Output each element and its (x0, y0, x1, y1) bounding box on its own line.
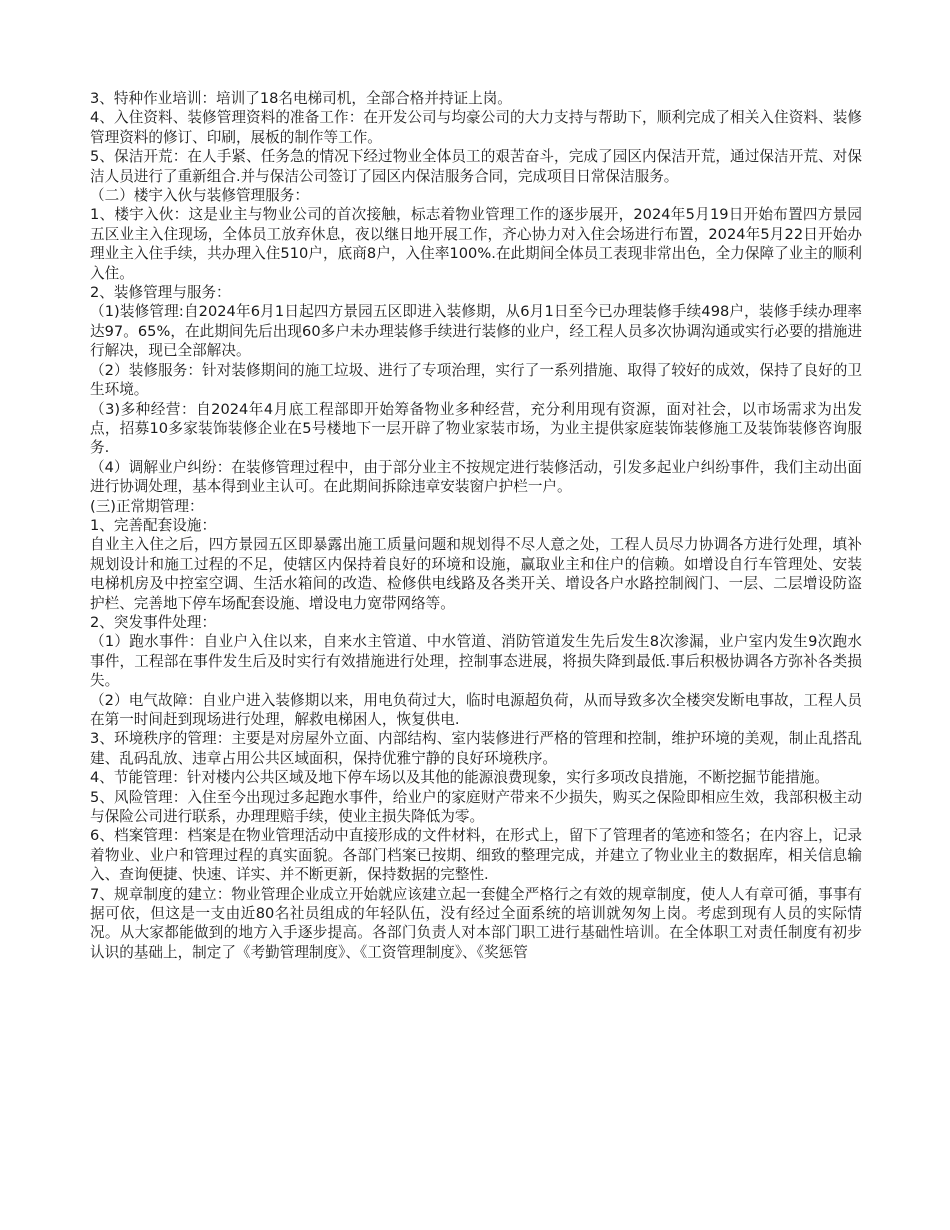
paragraph-environment-order: 3、环境秩序的管理：主要是对房屋外立面、内部结构、室内装修进行严格的管理和控制，维护环境的美观，制止乱搭乱建、乱码乱放、违章占用公共区域面积，保持优雅宁静的良好环境秩序。 (90, 730, 862, 767)
section-heading-regular-management: (三)正常期管理： (90, 497, 204, 515)
paragraph-renovation-management: （1)装修管理:自2024年6月1日起四方景园五区即进入装修期，从6月1日至今已办理装修手续498户，装修手续办理率达97。65%，在此期间先后出现60多户未办理装修手续进行装修的业户，经工程人员多次协调沟通或实行必要的措施进行解决，现已全部解决。 (90, 303, 862, 360)
subheading-renovation-management: 2、装修管理与服务： (90, 284, 231, 302)
paragraph-renovation-service: （2）装修服务：针对装修期间的施工垃圾、进行了专项治理，实行了一系列措施、取得了较好的成效，保持了良好的卫生环境。 (90, 361, 862, 399)
paragraph-electrical-fault: （2）电气故障：自业户进入装修期以来，用电负荷过大，临时电源超负荷，从而导致多次全楼突发断电事故，工程人员在第一时间赶到现场进行处理，解救电梯困人，恢复供电. (90, 691, 862, 728)
paragraph-diversified-operations: （3)多种经营：自2024年4月底工程部即开始筹备物业多种经营，充分利用现有资源，面对社会，以市场需求为出发点，招募10多家装饰装修企业在5号楼地下一层开辟了物业家装市场，为业主提供家庭装饰装修施工及装饰装修咨询服务. (90, 400, 862, 457)
subheading-facilities: 1、完善配套设施： (90, 516, 217, 534)
subheading-emergencies: 2、突发事件处理： (90, 613, 217, 631)
paragraph-energy-saving: 4、节能管理：针对楼内公共区域及地下停车场以及其他的能源浪费现象，实行多项改良措施，不断挖掘节能措施。 (90, 769, 829, 787)
paragraph-building-move-in: 1、楼宇入伙：这是业主与物业公司的首次接触，标志着物业管理工作的逐步展开，2024年5月19日开始布置四方景园五区业主入住现场，全体员工放弃休息，夜以继日地开展工作，齐心协力对入住会场进行布置，2024年5月22日开始办理业主入住手续，共办理入住510户，底商8户，入住率100%.在此期间全体员工表现非常出色，全力保障了业主的顺利入住。 (90, 206, 862, 282)
paragraph-archive-management: 6、档案管理：档案是在物业管理活动中直接形成的文件材料，在形式上，留下了管理者的笔迹和签名；在内容上，记录着物业、业户和管理过程的真实面貌。各部门档案已按期、细致的整理完成，并建立了物业业主的数据库，相关信息输入、查询便捷、快速、详实、并不断更新，保持数据的完整性. (90, 827, 862, 884)
paragraph-cleaning: 5、保洁开荒：在人手紧、任务急的情况下经过物业全体员工的艰苦奋斗，完成了园区内保洁开荒，通过保洁开荒、对保洁人员进行了重新组合.并与保洁公司签订了园区内保洁服务合同，完成项目日常保洁服务。 (90, 148, 862, 185)
section-heading-move-in-renovation: （二）楼宇入伙与装修管理服务： (90, 187, 309, 205)
paragraph-facilities: 自业主入住之后，四方景园五区即暴露出施工质量问题和规划得不尽人意之处，工程人员尽力协调各方进行处理，填补规划设计和施工过程的不足，使辖区内保持着良好的环境和设施，赢取业主和住户的信赖。如增设自行车管理处、安装电梯机房及中控室空调、生活水箱间的改造、检修供电线路及各类开关、增设各户水路控制阀门、一层、二层增设防盗护栏、完善地下停车场配套设施、增设电力宽带网络等。 (90, 536, 862, 612)
paragraph-special-training: 3、特种作业培训：培训了18名电梯司机，全部合格并持证上岗。 (90, 90, 512, 107)
paragraph-water-leak: （1）跑水事件：自业户入住以来，自来水主管道、中水管道、消防管道发生先后发生8次渗漏，业户室内发生9次跑水事件，工程部在事件发生后及时实行有效措施进行处理，控制事态进展，将损失降到最低.事后积极协调各方弥补各类损失。 (90, 633, 862, 690)
paragraph-rules-regulations: 7、规章制度的建立：物业管理企业成立开始就应该建立起一套健全严格行之有效的规章制度，使人人有章可循，事事有据可依，但这是一支由近80名社员组成的年轻队伍，没有经过全面系统的培训就匆匆上岗。考虑到现有人员的实际情况。从大家都能做到的地方入手逐步提高。各部门负责人对本部门职工进行基础性培训。在全体职工对责任制度有初步认识的基础上，制定了《考勤管理制度》、《工资管理制度》、《奖惩管 (90, 885, 862, 961)
paragraph-risk-management: 5、风险管理：入住至今出现过多起跑水事件，给业户的家庭财产带来不少损失，购买之保险即相应生效，我部积极主动与保险公司进行联系，办理理赔手续，使业主损失降低为零。 (90, 788, 862, 826)
document-body (90, 89, 862, 962)
paragraph-dispute-mediation: （4）调解业户纠纷：在装修管理过程中，由于部分业主不按规定进行装修活动，引发多起业户纠纷事件，我们主动出面进行协调处理，基本得到业主认可。在此期间拆除违章安装窗户护栏一户。 (90, 458, 862, 496)
paragraph-move-in-materials: 4、入住资料、装修管理资料的准备工作：在开发公司与均豪公司的大力支持与帮助下，顺利完成了相关入住资料、装修管理资料的修订、印刷，展板的制作等工作。 (90, 109, 862, 146)
